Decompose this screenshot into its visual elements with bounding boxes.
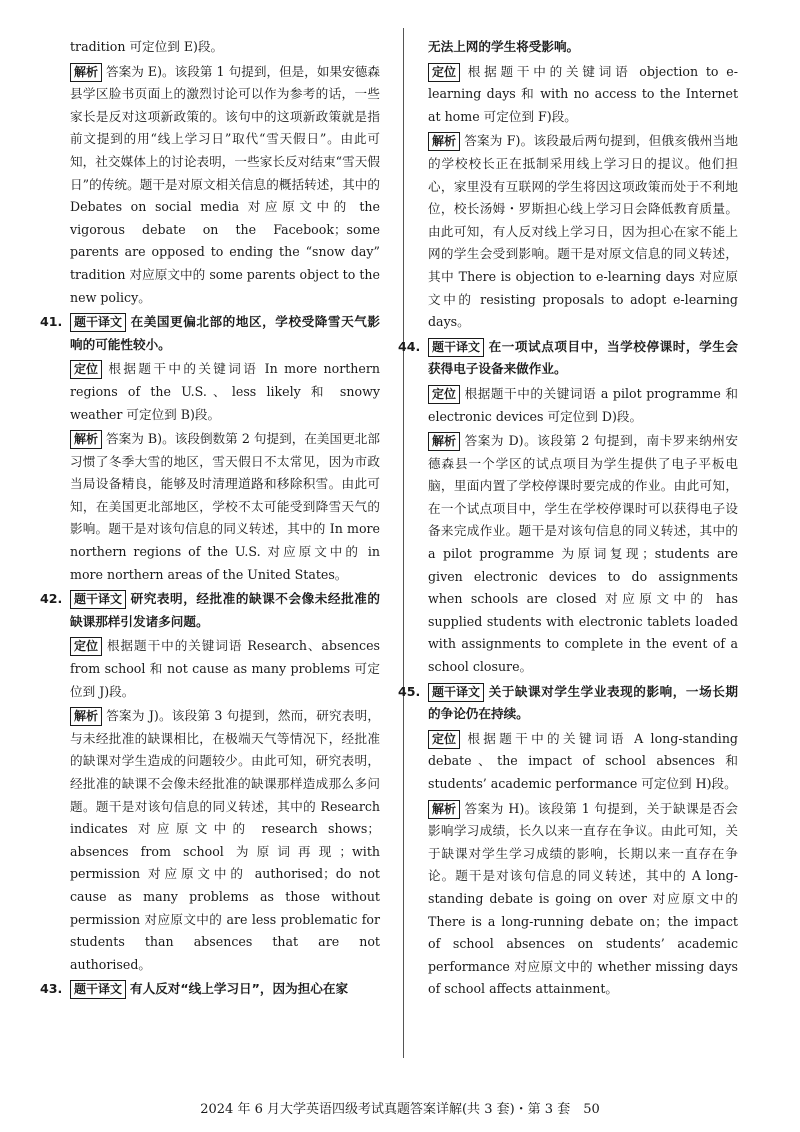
translation-tag: 题干译文 xyxy=(70,980,126,999)
location-tag: 定位 xyxy=(428,730,460,749)
location-text: 根据题干中的关键词语 In more northern regions of the U.S.、less likely 和 snowy weather 可定位到 B)段。 xyxy=(70,361,380,422)
analysis-tag: 解析 xyxy=(70,430,102,449)
question-41 xyxy=(40,311,380,586)
column-divider xyxy=(403,28,404,1058)
analysis-tag: 解析 xyxy=(428,132,460,151)
location-text: 根据题干中的关键词语 A long-standing debate、the impact of school absences 和 students’ academic performance 可定位到 H)段。 xyxy=(428,730,738,791)
translation-tag: 题干译文 xyxy=(70,313,126,332)
analysis-block xyxy=(70,61,380,310)
location-tag: 定位 xyxy=(70,360,102,379)
question-42 xyxy=(40,588,380,976)
analysis-tag: 解析 xyxy=(70,63,102,82)
translation-text: 研究表明，经批准的缺课不会像未经批准的缺课那样引发诸多问题。 xyxy=(70,591,380,629)
translation-text: 有人反对“线上学习日”，因为担心在家 xyxy=(130,981,349,997)
analysis-text: 答案为 H)。该段第 1 句提到，关于缺课是否会影响学习成绩，长久以来一直存在争议。由此可知，关于缺课对学生学习成绩的影响，长期以来一直存在争论。题干是对该句信息的同义转述，其中的 A long-standing debate is going on over 对应原文中的 There is a long-running debate on；the impact of school absences on students’ academic performance 对应原文中的 whether missing days of school affects attainment。 xyxy=(428,800,738,997)
analysis-text: 答案为 E)。该段第 1 句提到，但是，如果安德森县学区脸书页面上的激烈讨论可以作为参考的话，一些家长是反对这项新政策的。该句中的这项新政策就是指前文提到的用“线上学习日”取代“雪天假日”。由此可知，社交媒体上的讨论表明，一些家长反对结束“雪天假日”的传统。题干是对原文相关信息的概括转述，其中的 Debates on social media 对应原文中的 the vigorous debate on the Facebook；some parents are opposed to ending the “snow day” tradition 对应原文中的 some parents object to the new policy。 xyxy=(70,63,380,305)
translation-tag: 题干译文 xyxy=(428,683,484,702)
question-number: 43. xyxy=(40,981,63,997)
translation-text: 在一项试点项目中，当学校停课时，学生会获得电子设备来做作业。 xyxy=(428,338,738,377)
location-text: 根据题干中的关键词语 Research、absences from school 和 not cause as many problems 可定位到 J)段。 xyxy=(70,638,380,699)
question-number: 42. xyxy=(40,591,63,607)
analysis-tag: 解析 xyxy=(428,432,460,451)
question-44 xyxy=(398,336,738,679)
question-45 xyxy=(398,681,738,1001)
analysis-text: 答案为 J)。该段第 3 句提到，然而，研究表明，与未经批准的缺课相比，在极端天气等情况下，经批准的缺课对学生造成的问题较少。由此可知，研究表明，经批准的缺课不会像未经批准的缺课那样造成那么多问题。题干是对该句信息的同义转述，其中的 Research indicates 对应原文中的 research shows；absences from school 为原词再现；with permission 对应原文中的 authorised；do not cause as many problems as those without permission 对应原文中的 are less problematic for students than absences that are not authorised。 xyxy=(70,708,380,972)
right-column xyxy=(398,36,738,1001)
question-number: 44. xyxy=(398,338,421,354)
location-text: 根据题干中的关键词语 a pilot programme 和 electronic devices 可定位到 D)段。 xyxy=(428,385,738,424)
location-text: 根据题干中的关键词语 objection to e-learning days 和 with no access to the Internet at home 可定位到 F)段。 xyxy=(428,63,738,124)
analysis-tag: 解析 xyxy=(428,800,460,819)
question-43 xyxy=(40,978,380,1001)
analysis-text: 答案为 F)。该段最后两句提到，但俄亥俄州当地的学校校长正在抵制采用线上学习日的提议。他们担心，家里没有互联网的学生将因这项政策而处于不利地位，校长汤姆・罗斯担心线上学习日会降低教育质量。由此可知，有人反对线上学习日，因为担心在家不能上网的学生会受到影响。题干是对原文信息的同义转述，其中 There is objection to e-learning days 对应原文中的 resisting proposals to adopt e-learning days。 xyxy=(428,133,738,330)
location-tag: 定位 xyxy=(70,637,102,656)
location-tag: 定位 xyxy=(428,385,460,404)
translation-text: 关于缺课对学生学业表现的影响，一场长期的争论仍在持续。 xyxy=(428,683,738,722)
location-tag: 定位 xyxy=(428,63,460,82)
question-number: 45. xyxy=(398,683,421,699)
analysis-text: 答案为 B)。该段倒数第 2 句提到，在美国更北部习惯了冬季大雪的地区，雪天假日不太常见，因为市政当局设备精良，能够及时清理道路和移除积雪。由此可知，在美国更北部地区，学校不太可能受到降雪天气的影响。题干是对该句信息的同义转述，其中的 In more northern regions of the U.S. 对应原文中的 in more northern areas of the United States。 xyxy=(70,431,380,582)
paragraph-continuation: tradition 可定位到 E)段。 xyxy=(70,39,224,54)
question-number: 41. xyxy=(40,314,63,330)
analysis-tag: 解析 xyxy=(70,707,102,726)
analysis-text: 答案为 D)。该段第 2 句提到，南卡罗来纳州安德森县一个学区的试点项目为学生提供了电子平板电脑，里面内置了学校停课时要完成的作业。由此可知，在一个试点项目中，学生在学校停课时可以获得电子设备来完成作业。题干是对该句信息的同义转述，其中的 a pilot programme 为原词复现；students are given electronic devices to do assignments when schools are closed 对应原文中的 has supplied students with electronic tablets loaded with assignments to complete in the event of a school closure。 xyxy=(428,433,738,675)
translation-tag: 题干译文 xyxy=(70,590,126,609)
page-footer: 2024 年 6 月大学英语四级考试真题答案详解(共 3 套)・第 3 套 50 xyxy=(200,1102,600,1117)
left-column xyxy=(40,36,380,1001)
translation-tag: 题干译文 xyxy=(428,338,484,357)
translation-text: 在美国更偏北部的地区，学校受降雪天气影响的可能性较小。 xyxy=(70,314,380,352)
translation-continuation: 无法上网的学生将受影响。 xyxy=(428,39,580,54)
